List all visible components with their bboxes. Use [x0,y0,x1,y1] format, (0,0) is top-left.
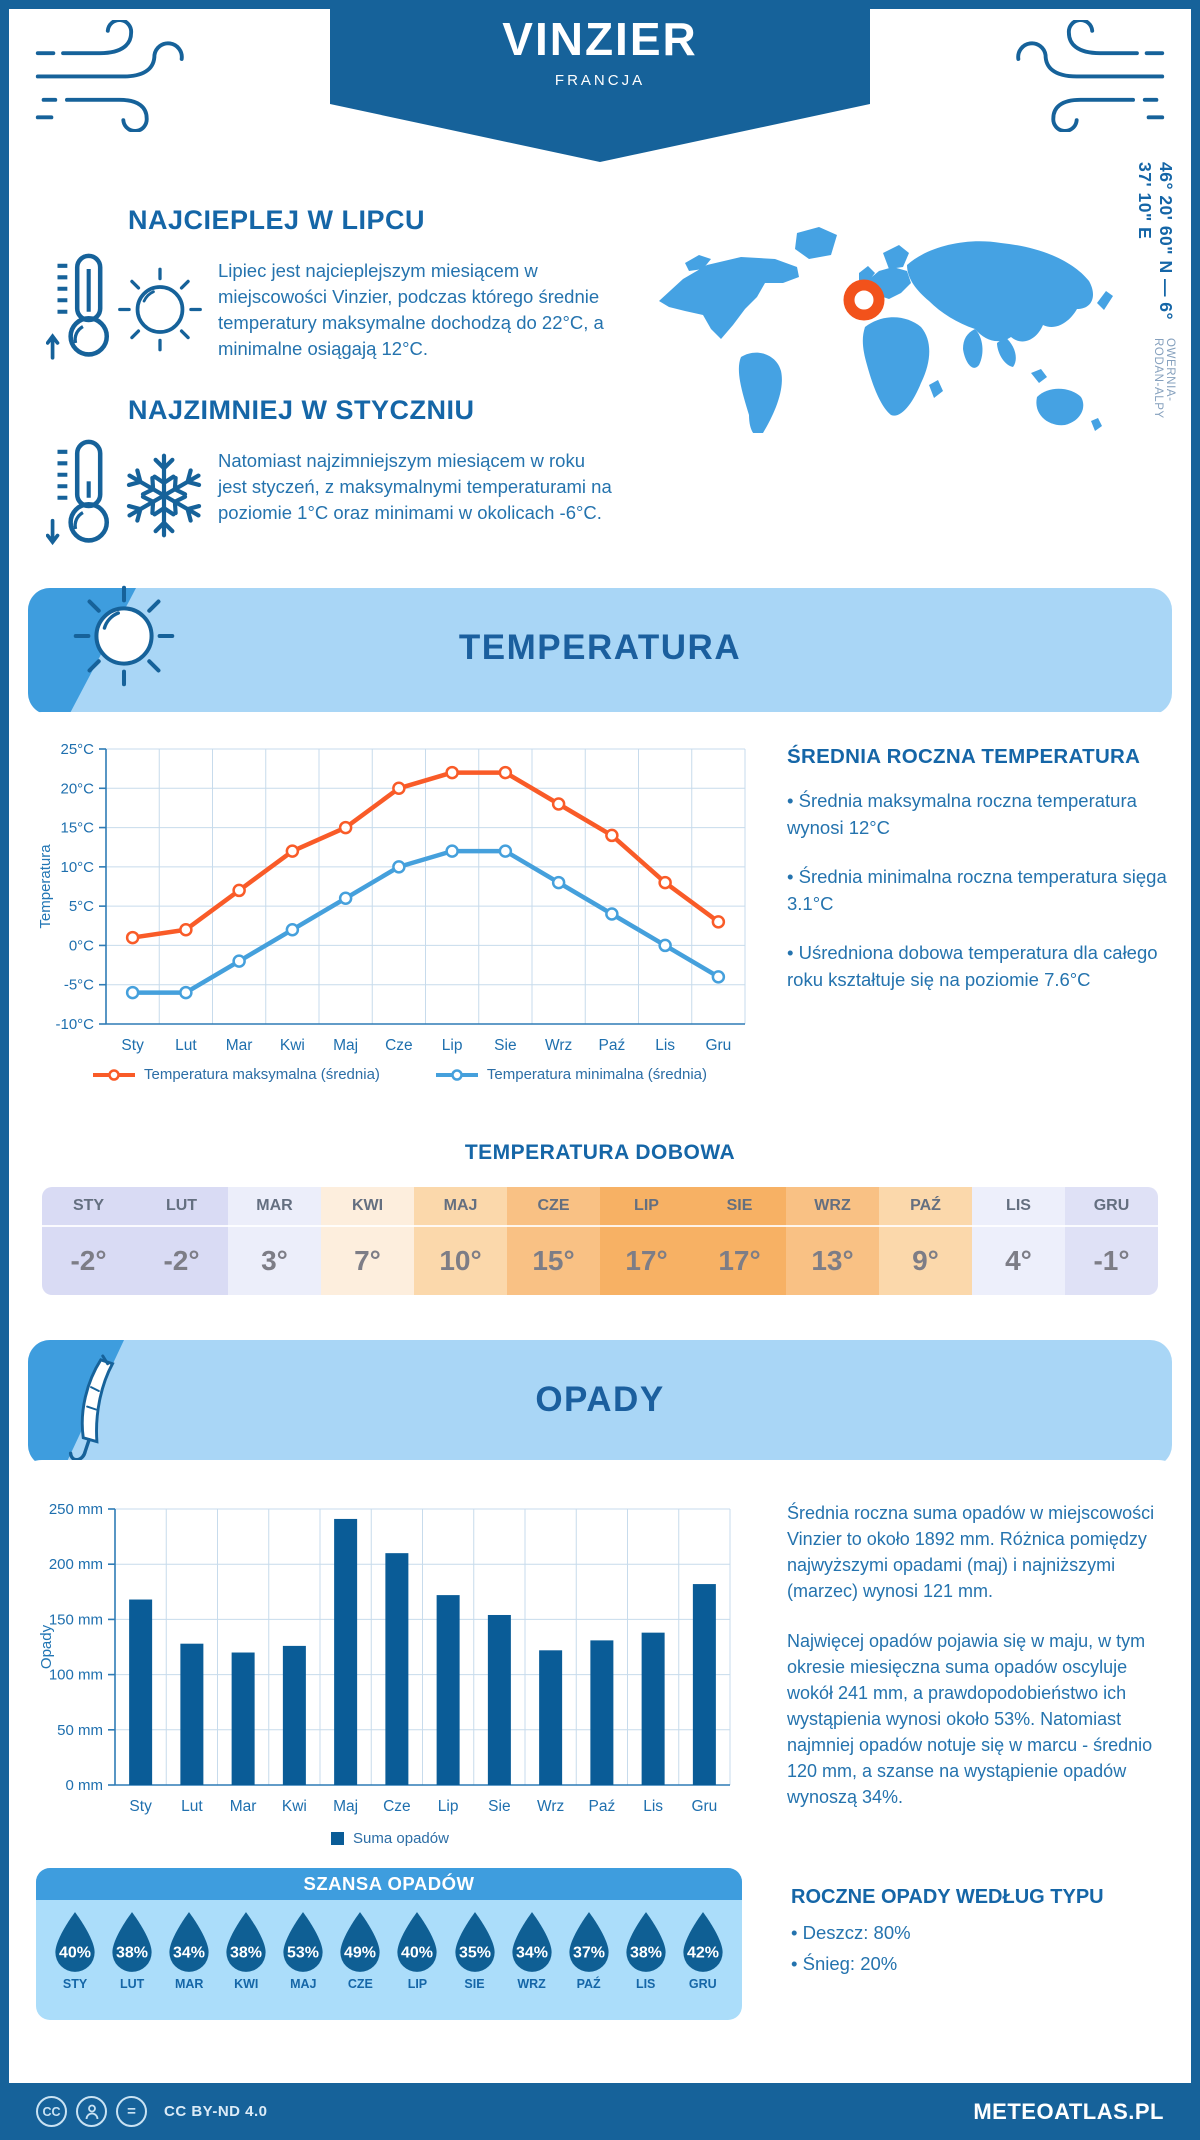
raindrop-icon [279,1910,327,1974]
license-label: CC BY-ND 4.0 [164,2103,268,2120]
precipitation-chance-row [36,1900,742,1991]
precipitation-bar-chart [35,1495,745,1825]
daily-temp-value: -1° [1093,1245,1130,1276]
svg-text:5°C: 5°C [68,898,94,916]
temperature-banner [28,588,1172,715]
svg-text:Cze: Cze [383,1798,411,1815]
page-subtitle: FRANCJA [554,71,646,89]
svg-text:Maj: Maj [333,1037,359,1054]
chance-cell [449,1910,501,1991]
daily-temp-value: -2° [163,1245,200,1276]
chance-month-label: MAJ [290,1977,317,1991]
coldest-title: NAJZIMNIEJ W STYCZNIU [128,395,475,425]
daily-month-label: CZE [507,1187,600,1227]
raindrop-icon [108,1910,156,1974]
daily-table-column [693,1187,786,1295]
svg-text:Mar: Mar [229,1798,257,1815]
svg-text:49%: 49% [344,1944,377,1962]
svg-text:Wrz: Wrz [536,1798,565,1815]
summary-bullet: • Uśredniona dobowa temperatura dla całego roku kształtuje się na poziomie 7.6°C [787,942,1158,990]
precipitation-type-bullet: • Deszcz: 80% [791,1922,911,1943]
precipitation-paragraph: Najwięcej opadów pojawia się w maju, w tym okresie miesięczna suma opadów oscyluje wokół 241 mm, a prawdopodobieństwo ich wystąpienia wynosi około 53%. Natomiast najmniej opadów notuje się w marcu - średnio 120 mm, a szanse na wystąpienie opadów wynoszą 34%. [787,1631,1153,1807]
svg-text:Kwi: Kwi [281,1798,307,1815]
daily-temp-value: 13° [811,1245,854,1276]
svg-text:Lut: Lut [181,1798,203,1815]
section-title-precipitation: OPADY [535,1380,665,1419]
chance-cell [334,1910,386,1991]
svg-text:150 mm: 150 mm [48,1611,103,1629]
cc-icon: CC [36,2096,67,2127]
chance-month-label: CZE [347,1977,373,1991]
daily-temp-value: 4° [1005,1245,1032,1276]
svg-text:40%: 40% [401,1944,434,1962]
summary-title: ŚREDNIA ROCZNA TEMPERATURA [787,745,1141,768]
daily-month-label: LIS [972,1187,1065,1227]
daily-month-label: SIE [693,1187,786,1227]
daily-temp-value: 7° [354,1245,381,1276]
daily-month-label: MAR [228,1187,321,1227]
location-marker [849,285,879,315]
coordinates: 46° 20' 60" N — 6° 37' 10" E [1135,162,1176,321]
daily-month-label: LIP [600,1187,693,1227]
svg-text:38%: 38% [116,1944,149,1962]
svg-text:Sie: Sie [494,1037,517,1054]
chance-cell [506,1910,558,1991]
daily-table-column [414,1187,507,1295]
svg-text:25°C: 25°C [60,741,94,758]
daily-temp-value: 17° [718,1245,761,1276]
page-title: VINZIER [502,12,698,65]
daily-table-column [879,1187,972,1295]
svg-text:Cze: Cze [385,1037,413,1054]
raindrop-icon [222,1910,270,1974]
svg-text:Mar: Mar [225,1037,253,1054]
svg-text:15°C: 15°C [60,819,94,837]
coordinates-block [1134,162,1176,442]
summary-bullet: • Średnia maksymalna roczna temperatura wynosi 12°C [787,790,1137,838]
daily-temp-value: 3° [261,1245,288,1276]
legend-item [436,1066,707,1083]
daily-table-column [1065,1187,1158,1295]
svg-text:10°C: 10°C [60,858,94,876]
raindrop-icon [165,1910,213,1974]
chance-month-label: WRZ [517,1977,546,1991]
svg-text:Temperatura: Temperatura [37,844,54,929]
daily-month-label: STY [42,1187,135,1227]
svg-text:0 mm: 0 mm [65,1777,103,1794]
daily-table-column [600,1187,693,1295]
daily-temp-value: 10° [439,1245,482,1276]
daily-temp-value: -2° [70,1245,107,1276]
svg-text:Lip: Lip [437,1798,459,1815]
svg-text:Maj: Maj [333,1798,359,1815]
daily-temp-value: 17° [625,1245,668,1276]
footer [0,2083,1200,2140]
daily-table-column [228,1187,321,1295]
precipitation-paragraph: Średnia roczna suma opadów w miejscowości Vinzier to około 1892 mm. Różnica pomiędzy najwyższymi opadami (maj) i najniższymi (marzec) wynosi 121 mm. [787,1503,1155,1601]
svg-text:34%: 34% [515,1944,548,1962]
raindrop-icon [393,1910,441,1974]
svg-text:37%: 37% [572,1944,605,1962]
svg-text:-10°C: -10°C [55,1016,94,1033]
chance-cell [163,1910,215,1991]
title-banner [330,0,870,104]
daily-table-column [321,1187,414,1295]
precipitation-chance-box [36,1868,742,2020]
daily-month-label: WRZ [786,1187,879,1227]
legend-item [331,1830,449,1847]
summary-bullet: • Średnia minimalna roczna temperatura sięga 3.1°C [787,866,1167,914]
temperature-chart-legend [35,1066,765,1083]
chance-month-label: LIP [407,1977,428,1991]
chance-month-label: LIS [635,1977,656,1991]
coldest-text: Natomiast najzimniejszym miesiącem w roku jest styczeń, z maksymalnymi temperaturami na poziomie 1°C oraz minimami w okolicach -6°C. [218,450,612,523]
svg-text:Kwi: Kwi [279,1037,305,1054]
svg-text:Gru: Gru [705,1037,732,1054]
svg-text:53%: 53% [287,1944,320,1962]
svg-text:-5°C: -5°C [63,976,94,994]
svg-text:Paź: Paź [588,1798,616,1815]
daily-month-label: GRU [1065,1187,1158,1227]
raindrop-icon [622,1910,670,1974]
chance-cell [563,1910,615,1991]
svg-text:Gru: Gru [691,1798,718,1815]
thermometer-down-icon [46,408,124,576]
svg-text:Paź: Paź [598,1037,626,1054]
umbrella-icon [58,1354,128,1466]
svg-text:40%: 40% [59,1944,92,1962]
precipitation-chart-legend [35,1830,745,1847]
precipitation-chance-title: SZANSA OPADÓW [36,1868,742,1900]
region: OWERNIA-RODAN-ALPY [1152,337,1176,419]
precipitation-type-title: ROCZNE OPADY WEDŁUG TYPU [791,1886,1104,1908]
svg-text:250 mm: 250 mm [48,1501,103,1518]
legend-label: Temperatura minimalna (średnia) [486,1066,707,1083]
svg-text:Sty: Sty [121,1037,144,1054]
svg-text:38%: 38% [230,1944,263,1962]
svg-text:100 mm: 100 mm [48,1666,103,1684]
raindrop-icon [679,1910,727,1974]
cc-nd-icon: = [116,2096,147,2127]
svg-text:Lis: Lis [643,1798,664,1815]
legend-label: Temperatura maksymalna (średnia) [143,1066,380,1083]
precipitation-type-box [791,1886,1171,1981]
daily-table-column [972,1187,1065,1295]
daily-month-label: MAJ [414,1187,507,1227]
raindrop-icon [336,1910,384,1974]
daily-table-column [507,1187,600,1295]
legend-label: Suma opadów [353,1830,449,1847]
daily-month-label: PAŹ [879,1187,972,1227]
svg-text:Sty: Sty [129,1798,152,1815]
chance-cell [49,1910,101,1991]
chance-month-label: KWI [234,1977,259,1991]
chance-cell [391,1910,443,1991]
daily-table-column [135,1187,228,1295]
daily-temp-value: 15° [532,1245,575,1276]
warmest-title: NAJCIEPLEJ W LIPCU [128,205,426,235]
chance-month-label: PAŹ [576,1977,601,1991]
svg-text:Lis: Lis [655,1037,676,1054]
svg-text:42%: 42% [686,1944,719,1962]
daily-month-label: KWI [321,1187,414,1227]
svg-text:Lip: Lip [441,1037,463,1054]
raindrop-icon [508,1910,556,1974]
daily-temperature-title: TEMPERATURA DOBOWA [464,1141,736,1164]
svg-text:Sie: Sie [488,1798,511,1815]
warmest-text: Lipiec jest najcieplejszym miesiącem w miejscowości Vinzier, podczas którego średnie temperatury maksymalne dochodzą do 22°C, a minimalne osiągają 12°C. [218,260,604,359]
chance-month-label: LUT [119,1977,145,1991]
temperature-line-chart [35,730,765,1075]
chance-month-label: GRU [688,1977,717,1991]
svg-text:20°C: 20°C [60,780,94,798]
daily-table-column [786,1187,879,1295]
legend-swatch [331,1832,344,1845]
temperature-summary [787,745,1172,1015]
sun-icon [70,582,178,690]
chance-month-label: STY [62,1977,88,1991]
chance-cell [277,1910,329,1991]
sun-icon [116,262,204,357]
chance-cell [677,1910,729,1991]
daily-month-label: LUT [135,1187,228,1227]
thermometer-up-icon [46,222,124,390]
chance-cell [620,1910,672,1991]
daily-table-column [42,1187,135,1295]
svg-text:0°C: 0°C [68,937,94,955]
wind-icon [30,20,205,132]
cc-attribution-icon [76,2096,107,2127]
section-title-temperature: TEMPERATURA [458,628,742,667]
daily-temp-value: 9° [912,1245,939,1276]
svg-text:Lut: Lut [175,1037,197,1054]
chance-cell [220,1910,272,1991]
wind-icon [995,20,1170,132]
precipitation-banner [28,1340,1172,1467]
raindrop-icon [451,1910,499,1974]
site-label: METEOATLAS.PL [973,2098,1164,2124]
chance-cell [106,1910,158,1991]
world-map [645,205,1125,433]
legend-item [93,1066,380,1083]
svg-text:35%: 35% [458,1944,491,1962]
raindrop-icon [51,1910,99,1974]
raindrop-icon [565,1910,613,1974]
svg-text:50 mm: 50 mm [57,1721,103,1739]
svg-text:200 mm: 200 mm [48,1556,103,1574]
chance-month-label: MAR [174,1977,204,1991]
precipitation-type-bullet: • Śnieg: 20% [791,1953,898,1974]
snowflake-icon [120,448,208,543]
svg-text:Wrz: Wrz [544,1037,573,1054]
svg-text:34%: 34% [173,1944,206,1962]
precipitation-text [787,1500,1175,1834]
svg-text:38%: 38% [629,1944,662,1962]
chance-month-label: SIE [464,1977,485,1991]
svg-text:Opady: Opady [38,1624,55,1670]
daily-temperature-table [42,1187,1158,1295]
